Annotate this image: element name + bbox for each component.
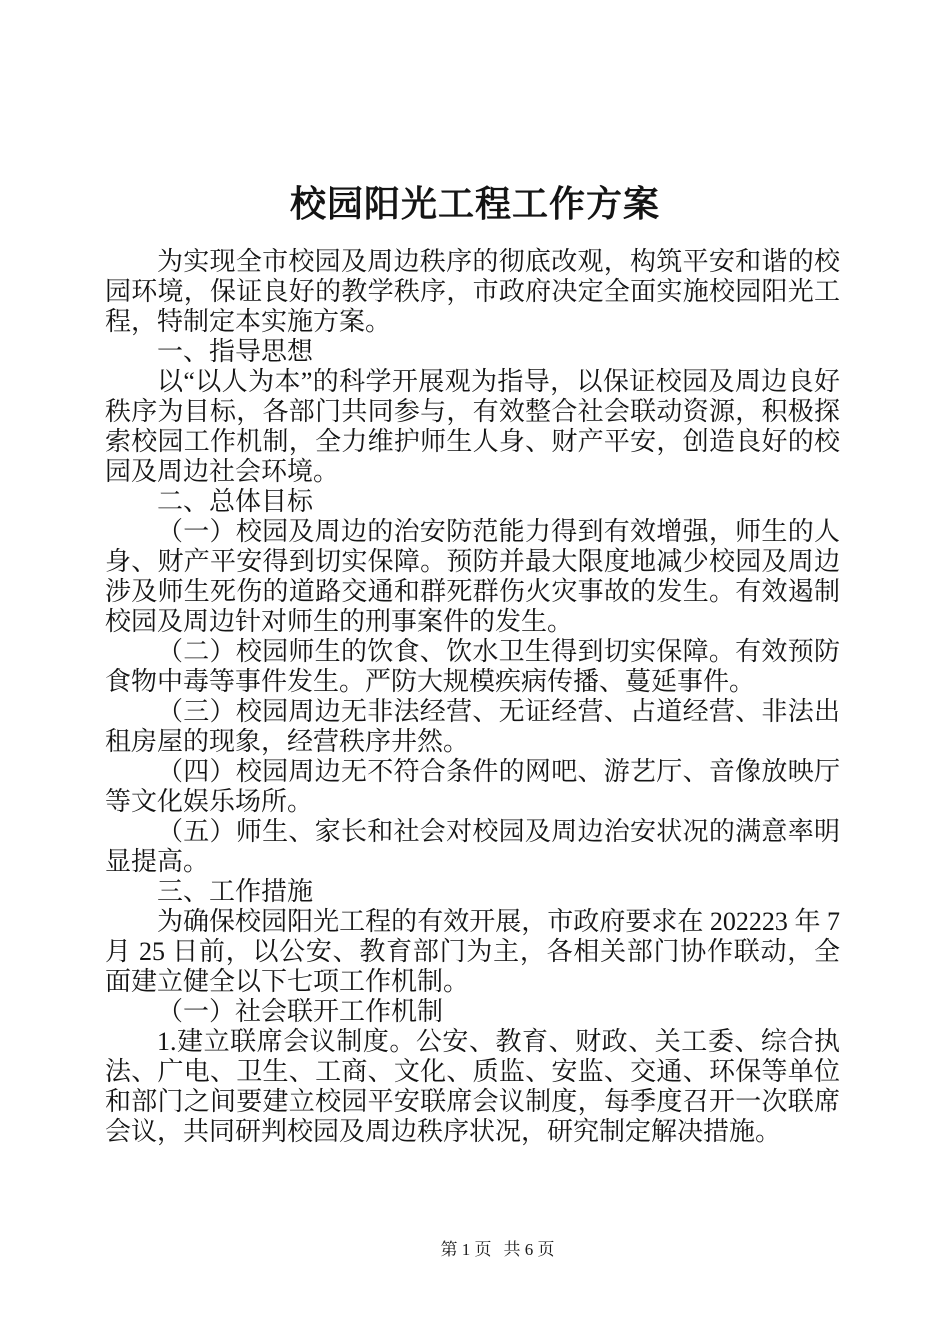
paragraph: （五）师生、家长和社会对校园及周边治安状况的满意率明显提高。 [105, 817, 840, 876]
paragraph: 为实现全市校园及周边秩序的彻底改观，构筑平安和谐的校园环境，保证良好的教学秩序，市政府决定全面实施校园阳光工程，特制定本实施方案。 [105, 247, 840, 336]
footer-page-total: 共 6 页 [503, 1240, 555, 1259]
document-title: 校园阳光工程工作方案 [289, 184, 660, 224]
section-heading: （一）社会联开工作机制 [157, 997, 444, 1026]
paragraph: （三）校园周边无非法经营、无证经营、占道经营、非法出租房屋的现象，经营秩序井然。 [105, 697, 840, 756]
paragraph: 以“以人为本”的科学开展观为指导，以保证校园及周边良好秩序为目标，各部门共同参与，有效整合社会联动资源，积极探索校园工作机制，全力维护师生人身、财产平安，创造良好的校园及周边社会环境。 [105, 367, 840, 486]
paragraph: 1.建立联席会议制度。公安、教育、财政、关工委、综合执法、广电、卫生、工商、文化、质监、安监、交通、环保等单位和部门之间要建立校园平安联席会议制度，每季度召开一次联席会议，共同研判校园及周边秩序状况，研究制定解决措施。 [105, 1027, 840, 1146]
section-heading: 三、工作措施 [157, 877, 314, 906]
footer-page-number: 第 1 页 [440, 1240, 492, 1259]
paragraph: （二）校园师生的饮食、饮水卫生得到切实保障。有效预防食物中毒等事件发生。严防大规模疾病传播、蔓延事件。 [105, 637, 840, 696]
section-heading: 二、总体目标 [157, 487, 314, 516]
paragraph: 为确保校园阳光工程的有效开展，市政府要求在 202223 年 7 月 25 日前，以公安、教育部门为主，各相关部门协作联动，全面建立健全以下七项工作机制。 [105, 907, 840, 996]
document-body [105, 247, 840, 1147]
paragraph: （四）校园周边无不符合条件的网吧、游艺厅、音像放映厅等文化娱乐场所。 [105, 757, 840, 816]
paragraph: （一）校园及周边的治安防范能力得到有效增强，师生的人身、财产平安得到切实保障。预防并最大限度地减少校园及周边涉及师生死伤的道路交通和群死群伤火灾事故的发生。有效遏制校园及周边针对师生的刑事案件的发生。 [105, 517, 840, 636]
page-footer [130, 1240, 865, 1260]
section-heading: 一、指导思想 [157, 337, 314, 366]
